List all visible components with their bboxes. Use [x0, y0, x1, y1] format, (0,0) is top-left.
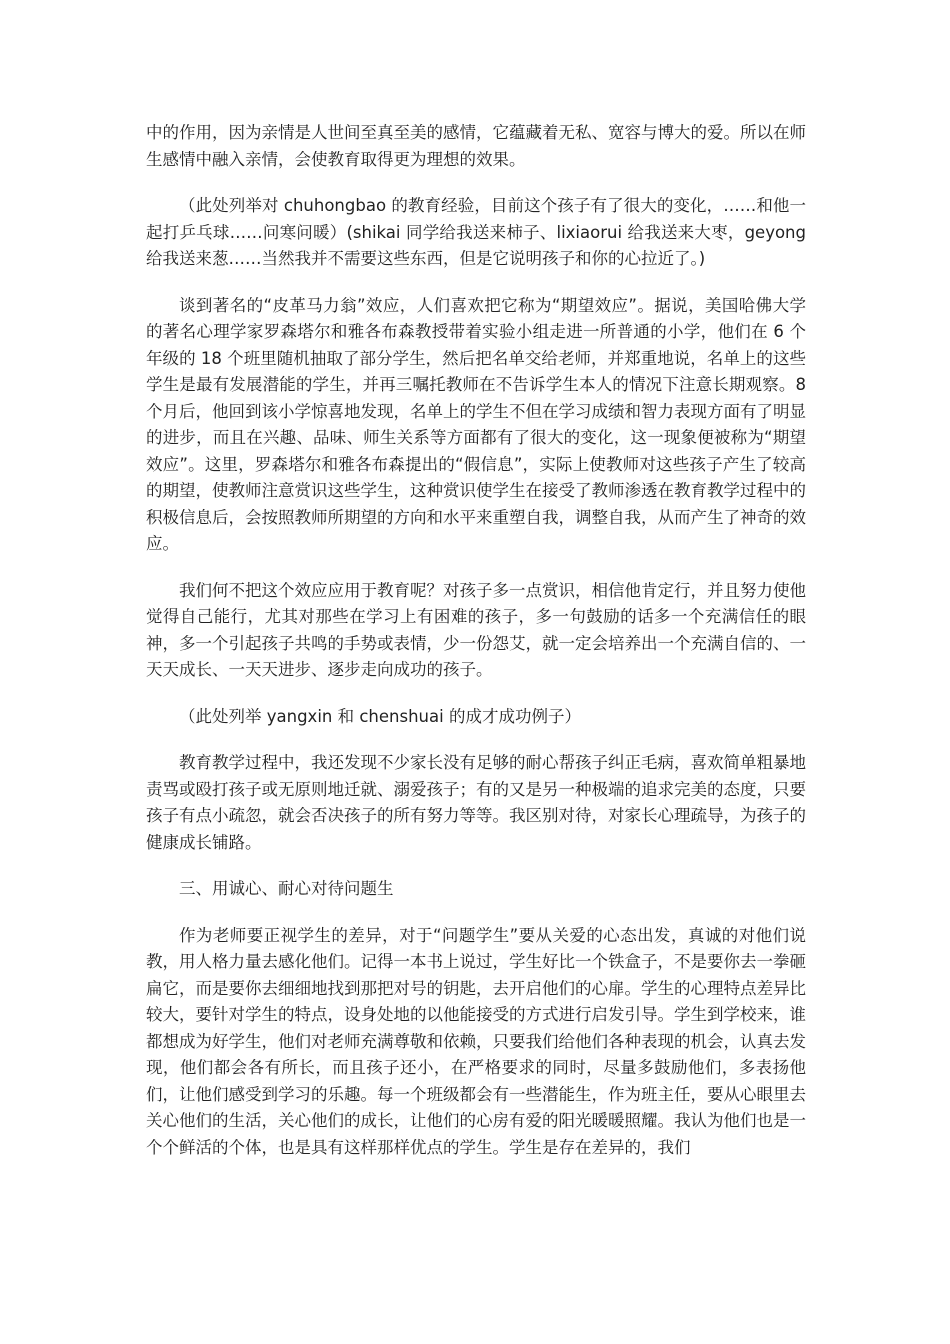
paragraph-3: 谈到著名的“皮革马力翁”效应，人们喜欢把它称为“期望效应”。据说，美国哈佛大学的著名心理学家罗森塔尔和雅各布森教授带着实验小组走进一所普通的小学，他们在 6 个年级的 18 个班里随机抽取了部分学生，然后把名单交给老师，并郑重地说，名单上的这些学生是最有发展潜能的学生，并再三嘱托教师在不告诉学生本人的情况下注意长期观察。8 个月后，他回到该小学惊喜地发现，名单上的学生不但在学习成绩和智力表现方面有了明显的进步，而且在兴趣、品味、师生关系等方面都有了很大的变化，这一现象便被称为“期望效应”。这里，罗森塔尔和雅各布森提出的“假信息”，实际上使教师对这些孩子产生了较高的期望，使教师注意赏识这些学生，这种赏识使学生在接受了教师渗透在教育教学过程中的积极信息后，会按照教师所期望的方向和水平来重塑自我，调整自我，从而产生了神奇的效应。 — [146, 295, 806, 553]
paragraph-1: 中的作用，因为亲情是人世间至真至美的感情，它蕴藏着无私、宽容与博大的爱。所以在师生感情中融入亲情，会使教育取得更为理想的效果。 — [146, 123, 806, 169]
paragraph-6: 教育教学过程中，我还发现不少家长没有足够的耐心帮孩子纠正毛病，喜欢简单粗暴地责骂或殴打孩子或无原则地迁就、溺爱孩子；有的又是另一种极端的追求完美的态度，只要孩子有点小疏忽，就会否决孩子的所有努力等等。我区别对待，对家长心理疏导，为孩子的健康成长铺路。 — [146, 753, 806, 852]
paragraph-4: 我们何不把这个效应应用于教育呢？对孩子多一点赏识，相信他肯定行，并且努力使他觉得自己能行，尤其对那些在学习上有困难的孩子，多一句鼓励的话多一个充满信任的眼神，多一个引起孩子共鸣的手势或表情，少一份怨艾，就一定会培养出一个充满自信的、一天天成长、一天天进步、逐步走向成功的孩子。 — [146, 580, 806, 679]
paragraph-8: 作为老师要正视学生的差异，对于“问题学生”要从关爱的心态出发，真诚的对他们说教，用人格力量去感化他们。记得一本书上说过，学生好比一个铁盒子，不是要你去一拳砸扁它，而是要你去细细地找到那把对号的钥匙，去开启他们的心扉。学生的心理特点差异比较大，要针对学生的特点，设身处地的以他能接受的方式进行启发引导。学生到学校来，谁都想成为好学生，他们对老师充满尊敬和依赖，只要我们给他们各种表现的机会，认真去发现，他们都会各有所长，而且孩子还小，在严格要求的同时，尽量多鼓励他们，多表扬他们，让他们感受到学习的乐趣。每一个班级都会有一些潜能生，作为班主任，要从心眼里去关心他们的生活，关心他们的成长，让他们的心房有爱的阳光暖暖照耀。我认为他们也是一个个鲜活的个体，也是具有这样那样优点的学生。学生是存在差异的，我们 — [146, 925, 806, 1157]
document-body — [146, 120, 806, 1181]
paragraph-2: （此处列举对 chuhongbao 的教育经验，目前这个孩子有了很大的变化，……和他一起打乒乓球……问寒问暖）(shikai 同学给我送来柿子、lixiaorui 给我送来大枣，geyong 给我送来葱……当然我并不需要这些东西，但是它说明孩子和你的心拉近了。) — [146, 196, 806, 268]
paragraph-5: （此处列举 yangxin 和 chenshuai 的成才成功例子） — [179, 706, 581, 726]
section-heading: 三、用诚心、耐心对待问题生 — [179, 879, 394, 898]
